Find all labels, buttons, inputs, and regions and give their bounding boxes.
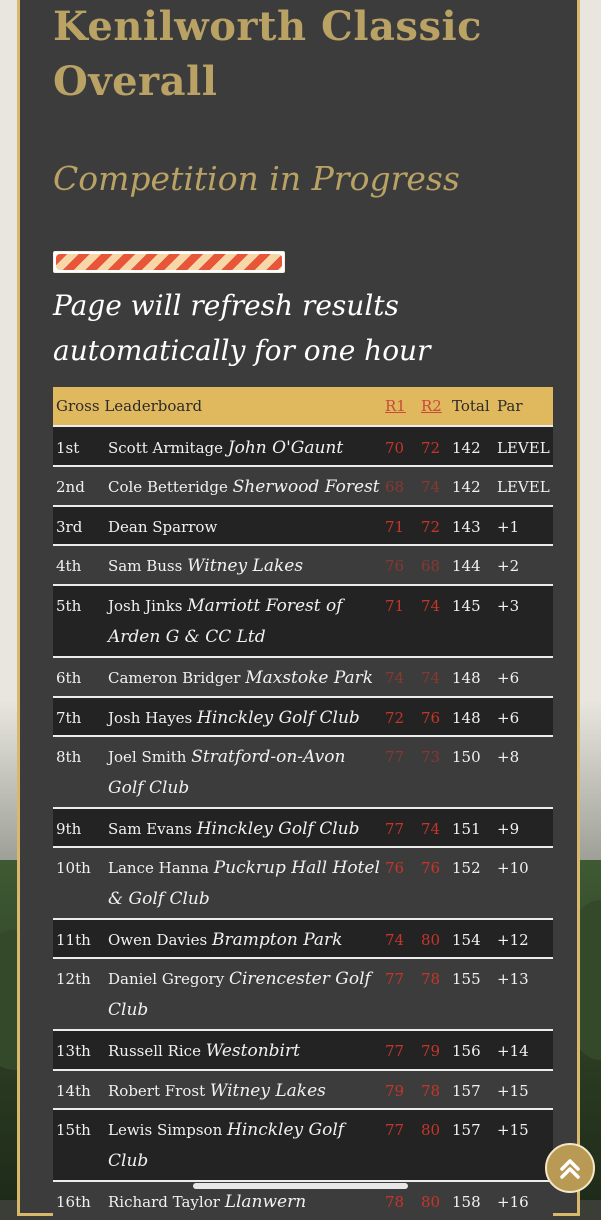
round-1-score: 79 xyxy=(385,1082,405,1100)
player-name: Cameron Bridger xyxy=(108,669,241,687)
player-club: Hinckley Golf Club xyxy=(197,708,360,728)
total-score: 158 xyxy=(452,1193,481,1211)
total-score: 144 xyxy=(452,557,481,575)
page-title xyxy=(53,0,573,109)
player-cell xyxy=(108,591,380,653)
position-cell: 4th xyxy=(56,557,82,575)
round-2-score: 72 xyxy=(421,439,441,457)
table-row xyxy=(53,735,553,807)
table-row xyxy=(53,957,553,1029)
to-par: +9 xyxy=(497,820,520,838)
total-score: 142 xyxy=(452,439,481,457)
round-1-score: 71 xyxy=(385,597,405,615)
player-club: Sherwood Forest xyxy=(232,477,380,497)
player-name: Lance Hanna xyxy=(108,859,209,877)
table-row xyxy=(53,656,553,696)
round-1-score: 70 xyxy=(385,439,405,457)
player-name: Cole Betteridge xyxy=(108,478,228,496)
table-row xyxy=(53,1029,553,1069)
player-cell xyxy=(108,551,380,582)
player-club: Maxstoke Park xyxy=(245,668,374,688)
round-2-score: 80 xyxy=(421,931,441,949)
refresh-notice-line-1: Page will refresh results xyxy=(53,289,399,322)
position-cell: 11th xyxy=(56,931,91,949)
player-cell xyxy=(108,433,380,464)
position-cell: 14th xyxy=(56,1082,91,1100)
round-2-score: 68 xyxy=(421,557,441,575)
player-club: Stratford-on-Avon Golf Club xyxy=(108,747,346,798)
position-cell: 7th xyxy=(56,709,82,727)
gross-leaderboard xyxy=(53,387,553,1220)
player-name: Richard Taylor xyxy=(108,1193,220,1211)
position-cell: 5th xyxy=(56,597,82,615)
round-1-score: 77 xyxy=(385,748,405,766)
player-name: Sam Buss xyxy=(108,557,183,575)
table-row xyxy=(53,584,553,656)
player-cell xyxy=(108,814,380,845)
position-cell: 2nd xyxy=(56,478,85,496)
leaderboard-title: Gross Leaderboard xyxy=(56,397,203,415)
player-club: Llanwern xyxy=(224,1192,307,1212)
player-name: Daniel Gregory xyxy=(108,970,225,988)
round-1-score: 77 xyxy=(385,1121,405,1139)
total-score: 155 xyxy=(452,970,481,988)
round-1-score: 71 xyxy=(385,518,405,536)
to-par: +1 xyxy=(497,518,520,536)
to-par: +12 xyxy=(497,931,529,949)
total-score: 157 xyxy=(452,1082,481,1100)
position-cell: 13th xyxy=(56,1042,91,1060)
player-club: Brampton Park xyxy=(212,930,343,950)
total-score: 148 xyxy=(452,709,481,727)
player-cell xyxy=(108,853,380,915)
table-row xyxy=(53,696,553,735)
player-club: Westonbirt xyxy=(205,1041,300,1061)
player-name: Josh Jinks xyxy=(108,597,183,615)
round-2-score: 74 xyxy=(421,820,441,838)
to-par: +10 xyxy=(497,859,529,877)
position-cell: 12th xyxy=(56,970,91,988)
to-par: LEVEL xyxy=(497,439,550,457)
player-name: Owen Davies xyxy=(108,931,208,949)
player-name: Joel Smith xyxy=(108,748,187,766)
title-line-1: Kenilworth Classic xyxy=(53,3,483,50)
player-cell xyxy=(108,964,380,1026)
round-1-score: 74 xyxy=(385,669,405,687)
round-1-score: 74 xyxy=(385,931,405,949)
to-par: +13 xyxy=(497,970,529,988)
leaderboard-rows xyxy=(53,425,553,1220)
player-club: Puckrup Hall Hotel & Golf Club xyxy=(108,858,380,909)
player-cell xyxy=(108,703,380,734)
round-2-score: 79 xyxy=(421,1042,441,1060)
round-1-score: 76 xyxy=(385,859,405,877)
total-score: 145 xyxy=(452,597,481,615)
total-score: 157 xyxy=(452,1121,481,1139)
position-cell: 3rd xyxy=(56,518,83,536)
total-score: 152 xyxy=(452,859,481,877)
round-1-score: 77 xyxy=(385,1042,405,1060)
player-club: Hinckley Golf Club xyxy=(196,819,360,839)
round-2-score: 80 xyxy=(421,1193,441,1211)
total-column-header: Total xyxy=(452,397,490,415)
round-2-score: 78 xyxy=(421,970,441,988)
player-name: Robert Frost xyxy=(108,1082,206,1100)
to-par: +16 xyxy=(497,1193,529,1211)
round-2-score: 74 xyxy=(421,597,441,615)
round-1-score: 77 xyxy=(385,820,405,838)
total-score: 156 xyxy=(452,1042,481,1060)
position-cell: 10th xyxy=(56,859,91,877)
refresh-notice-line-2: automatically for one hour xyxy=(53,334,431,367)
player-club: Marriott Forest of Arden G & CC Ltd xyxy=(108,596,343,647)
player-cell xyxy=(108,1036,380,1067)
round-1-score: 78 xyxy=(385,1193,405,1211)
player-cell xyxy=(108,1076,380,1107)
to-par: +3 xyxy=(497,597,520,615)
to-par: +6 xyxy=(497,709,520,727)
table-row xyxy=(53,1069,553,1108)
round-1-sort-link[interactable]: R1 xyxy=(385,397,406,415)
player-cell xyxy=(108,742,380,804)
refresh-notice xyxy=(53,283,573,373)
total-score: 150 xyxy=(452,748,481,766)
player-cell xyxy=(108,1187,380,1218)
total-score: 142 xyxy=(452,478,481,496)
table-row xyxy=(53,465,553,505)
total-score: 154 xyxy=(452,931,481,949)
refresh-progress-bar xyxy=(53,251,285,273)
player-club: Cirencester Golf Club xyxy=(108,969,371,1020)
par-column-header: Par xyxy=(497,397,523,415)
round-2-score: 73 xyxy=(421,748,441,766)
player-cell xyxy=(108,925,380,956)
player-cell xyxy=(108,472,380,503)
position-cell: 6th xyxy=(56,669,82,687)
round-2-score: 78 xyxy=(421,1082,441,1100)
player-club: John O'Gaunt xyxy=(227,438,344,458)
to-par: +6 xyxy=(497,669,520,687)
round-2-score: 76 xyxy=(421,709,441,727)
player-club: Hinckley Golf Club xyxy=(108,1120,345,1171)
player-club: Witney Lakes xyxy=(187,556,304,576)
double-chevron-up-icon xyxy=(557,1155,583,1181)
position-cell: 15th xyxy=(56,1121,91,1139)
round-1-score: 68 xyxy=(385,478,405,496)
player-name: Scott Armitage xyxy=(108,439,224,457)
home-indicator xyxy=(193,1183,408,1189)
player-cell xyxy=(108,663,380,694)
leaderboard-header xyxy=(53,387,553,425)
round-2-score: 76 xyxy=(421,859,441,877)
table-row xyxy=(53,846,553,918)
round-2-score: 74 xyxy=(421,669,441,687)
round-1-score: 72 xyxy=(385,709,405,727)
position-cell: 1st xyxy=(56,439,80,457)
round-2-score: 74 xyxy=(421,478,441,496)
player-club: Witney Lakes xyxy=(209,1081,326,1101)
to-par: +2 xyxy=(497,557,520,575)
round-1-score: 77 xyxy=(385,970,405,988)
position-cell: 8th xyxy=(56,748,82,766)
total-score: 148 xyxy=(452,669,481,687)
player-name: Josh Hayes xyxy=(108,709,193,727)
position-cell: 16th xyxy=(56,1193,91,1211)
to-par: +15 xyxy=(497,1082,529,1100)
player-name: Sam Evans xyxy=(108,820,192,838)
total-score: 143 xyxy=(452,518,481,536)
table-row xyxy=(53,544,553,584)
to-par: +14 xyxy=(497,1042,529,1060)
competition-status: Competition in Progress xyxy=(53,159,460,198)
table-row xyxy=(53,505,553,544)
round-2-score: 80 xyxy=(421,1121,441,1139)
table-row xyxy=(53,425,553,465)
to-par: +15 xyxy=(497,1121,529,1139)
player-name: Russell Rice xyxy=(108,1042,201,1060)
total-score: 151 xyxy=(452,820,481,838)
player-cell xyxy=(108,512,380,543)
refresh-progress-fill xyxy=(56,254,282,270)
position-cell: 9th xyxy=(56,820,82,838)
back-to-top-button[interactable] xyxy=(545,1143,595,1193)
player-name: Dean Sparrow xyxy=(108,518,218,536)
round-1-score: 76 xyxy=(385,557,405,575)
to-par: LEVEL xyxy=(497,478,550,496)
to-par: +8 xyxy=(497,748,520,766)
player-cell xyxy=(108,1115,380,1177)
player-name: Lewis Simpson xyxy=(108,1121,223,1139)
table-row xyxy=(53,918,553,957)
title-line-2: Overall xyxy=(53,58,218,105)
content-panel xyxy=(17,0,580,1216)
table-row xyxy=(53,1108,553,1180)
round-2-score: 72 xyxy=(421,518,441,536)
table-row xyxy=(53,807,553,846)
round-2-sort-link[interactable]: R2 xyxy=(421,397,442,415)
